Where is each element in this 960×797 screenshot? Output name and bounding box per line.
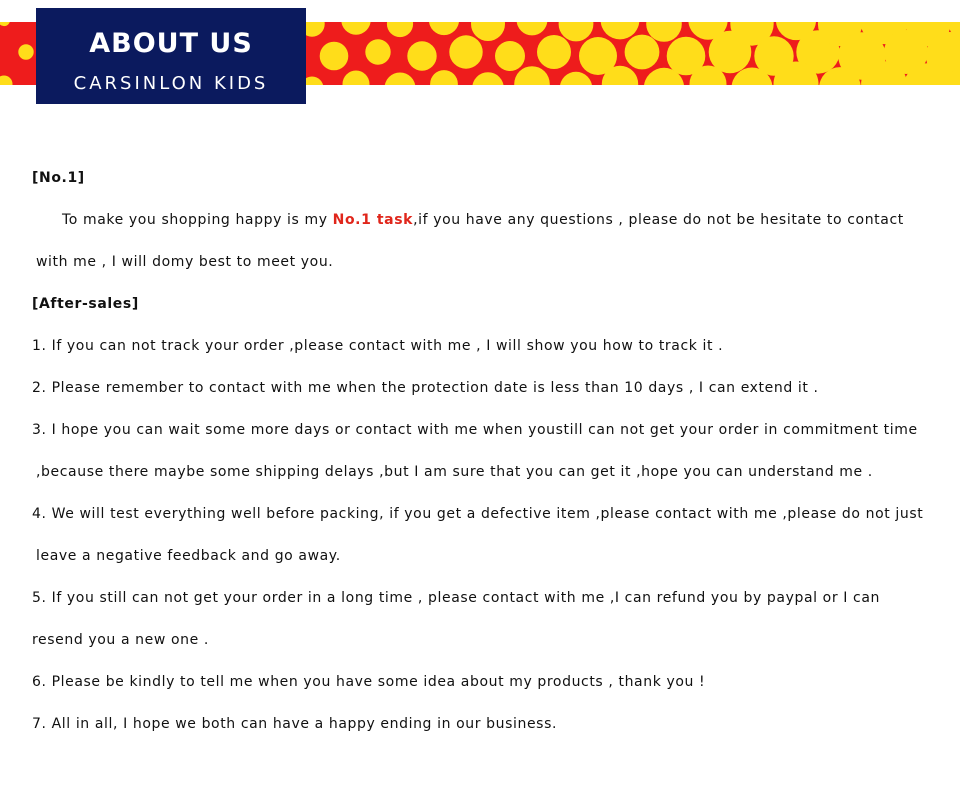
decorative-dot bbox=[341, 22, 370, 35]
section-heading-after-sales: [After-sales] bbox=[32, 296, 139, 312]
decorative-dot bbox=[0, 22, 10, 26]
after-sales-item-5-line2: resend you a new one . bbox=[32, 632, 209, 648]
decorative-dot bbox=[343, 71, 370, 86]
no1-paragraph-line1 bbox=[32, 199, 942, 241]
decorative-dot bbox=[429, 22, 459, 35]
decorative-dot bbox=[495, 41, 525, 71]
after-sales-item-2: 2. Please remember to contact with me when the protection date is less than 10 days , I can extend it . bbox=[32, 380, 819, 396]
after-sales-item-5-line1: 5. If you still can not get your order in a long time , please contact with me ,I can refund you by paypal or I can bbox=[32, 590, 880, 606]
after-sales-item-7: 7. All in all, I hope we both can have a happy ending in our business. bbox=[32, 716, 558, 732]
decorative-dot bbox=[387, 22, 413, 37]
brand-subtitle: CARSINLON KIDS bbox=[73, 73, 269, 94]
no1-highlight-text: No.1 task bbox=[332, 212, 414, 228]
decorative-dot bbox=[537, 35, 571, 69]
decorative-dot bbox=[514, 66, 550, 85]
after-sales-item-3-line2: ,because there maybe some shipping delays ,but I am sure that you can get it ,hope you can understand me . bbox=[36, 464, 873, 480]
after-sales-item-4-line2: leave a negative feedback and go away. bbox=[36, 548, 341, 564]
no1-text-before: To make you shopping happy is my bbox=[62, 212, 333, 228]
section-heading-no1: [No.1] bbox=[32, 170, 85, 186]
page-title: ABOUT US bbox=[89, 28, 253, 59]
decorative-dot bbox=[517, 22, 548, 35]
after-sales-item-3-line1: 3. I hope you can wait some more days or contact with me when youstill can not get your order in commitment time bbox=[32, 422, 918, 438]
decorative-dot bbox=[0, 76, 13, 86]
decorative-dot bbox=[407, 41, 436, 70]
decorative-dot bbox=[430, 70, 458, 85]
decorative-dot bbox=[472, 72, 504, 85]
decorative-dot bbox=[625, 35, 660, 70]
about-content bbox=[32, 157, 942, 745]
decorative-dot bbox=[449, 35, 482, 68]
about-us-title-box bbox=[36, 8, 306, 104]
after-sales-item-4-line1: 4. We will test everything well before packing, if you get a defective item ,please contact with me ,please do not just bbox=[32, 506, 924, 522]
decorative-dot bbox=[385, 73, 416, 86]
decorative-dot bbox=[320, 42, 349, 71]
after-sales-item-1: 1. If you can not track your order ,please contact with me , I will show you how to track it . bbox=[32, 338, 724, 354]
no1-paragraph-line2: with me , I will domy best to meet you. bbox=[36, 254, 334, 270]
no1-text-after: ,if you have any questions , please do not be hesitate to contact bbox=[413, 212, 904, 228]
decorative-dot bbox=[471, 22, 505, 41]
decorative-dot bbox=[560, 72, 592, 85]
decorative-dot bbox=[365, 39, 390, 64]
after-sales-item-6: 6. Please be kindly to tell me when you have some idea about my products , thank you ! bbox=[32, 674, 706, 690]
decorative-dot bbox=[18, 44, 33, 59]
